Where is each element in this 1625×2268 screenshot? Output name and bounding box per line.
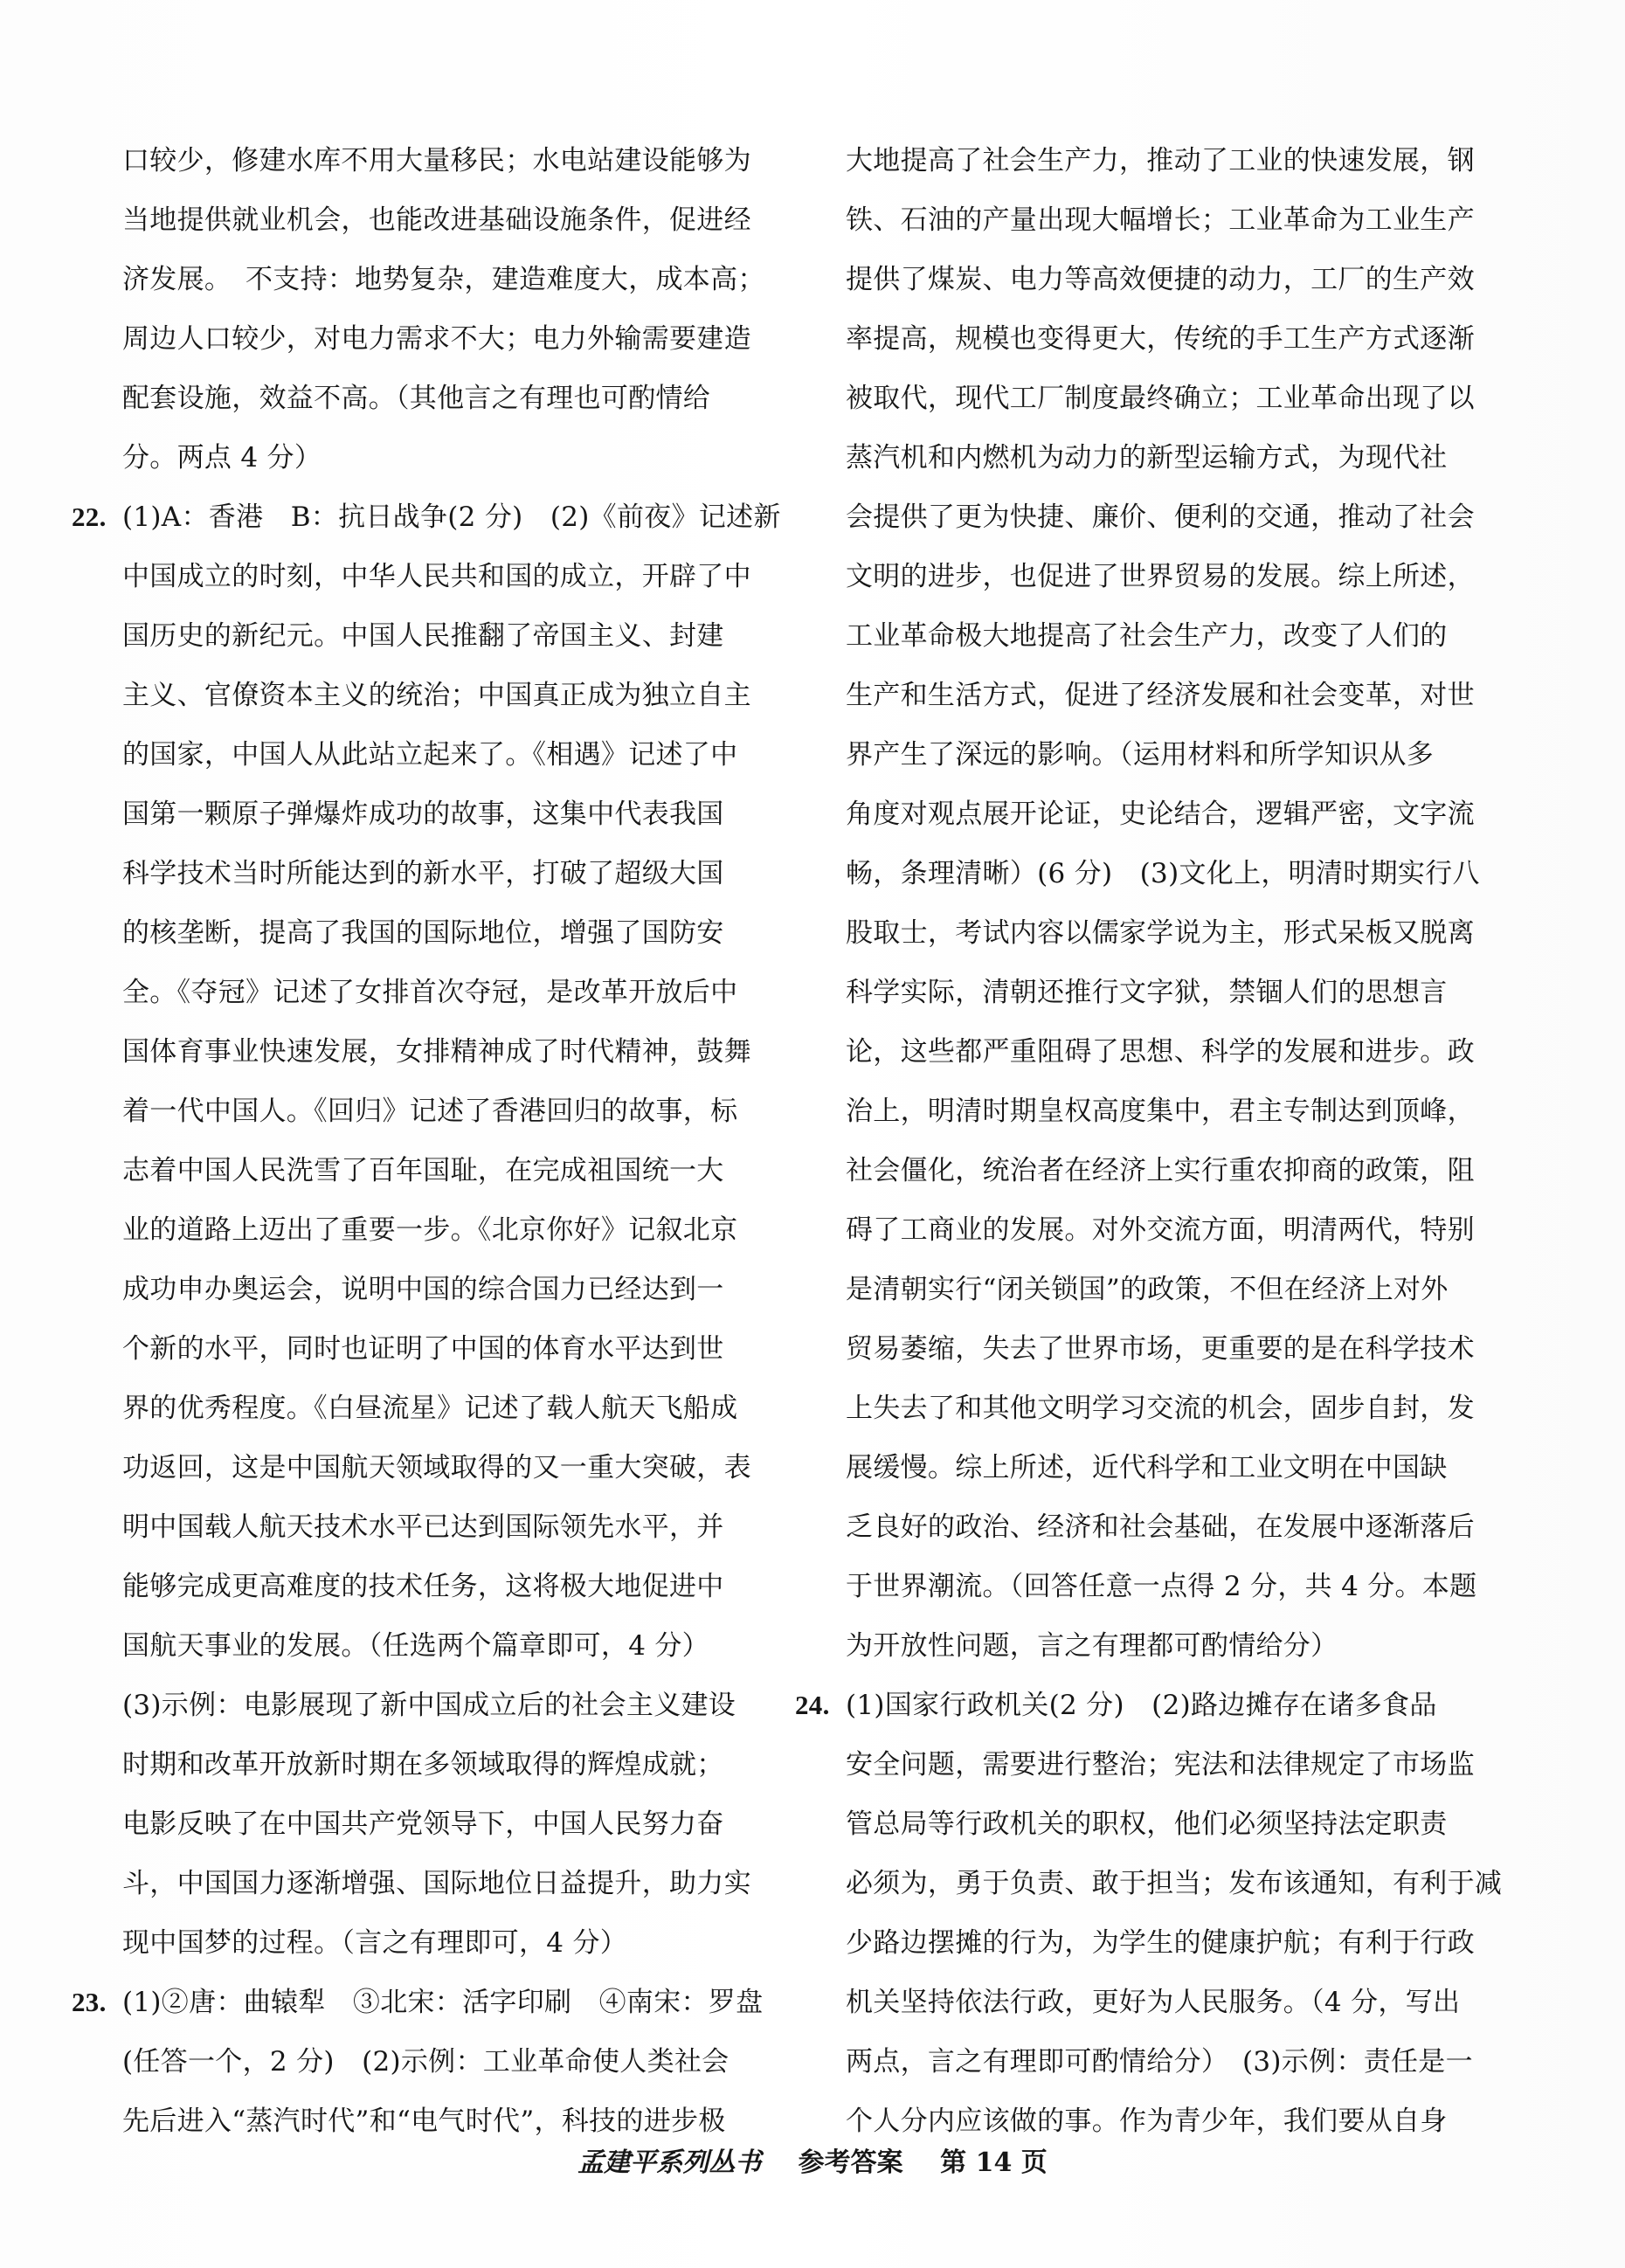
question-number: 24. [795,1690,830,1720]
text-line [122,369,786,428]
line-text: 成功申办奥运会，说明中国的综合国力已经达到一 [122,1274,724,1305]
text-line [846,1438,1510,1497]
line-text: (任答一个，2 分) (2)示例：工业革命使人类社会 [122,2046,730,2078]
line-text: 界的优秀程度。《白昼流星》记述了载人航天飞船成 [122,1393,738,1424]
line-text: 上失去了和其他文明学习交流的机会，固步自封，发 [846,1393,1475,1424]
line-text: 业的道路上迈出了重要一步。《北京你好》记叙北京 [122,1214,738,1246]
text-line [846,1557,1510,1616]
text-line [122,428,786,487]
text-line [122,1022,786,1082]
line-text: 电影反映了在中国共产党领导下，中国人民努力奋 [122,1808,724,1840]
text-line [846,131,1510,190]
line-text: 着一代中国人。《回归》记述了香港回归的故事，标 [122,1096,738,1127]
line-text: (3)示例：电影展现了新中国成立后的社会主义建设 [122,1690,736,1721]
text-line [846,487,1510,547]
text-line [122,131,786,190]
text-line [122,1557,786,1616]
line-text: 文明的进步，也促进了世界贸易的发展。综上所述， [846,561,1475,592]
text-line [122,547,786,606]
text-line [122,1200,786,1260]
text-line [846,606,1510,666]
line-text: 国历史的新纪元。中国人民推翻了帝国主义、封建 [122,620,724,652]
text-line [846,250,1510,309]
text-line [122,1497,786,1557]
text-line [122,1616,786,1676]
line-text: 科学实际，清朝还推行文字狱，禁锢人们的思想言 [846,977,1448,1008]
line-text: 股取士，考试内容以儒家学说为主，形式呆板又脱离 [846,917,1475,949]
text-line [122,2032,786,2092]
line-text: 必须为，勇于负责、敢于担当；发布该通知，有利于减 [846,1868,1503,1899]
series-name: 孟建平系列丛书 [577,2147,762,2178]
text-line [846,1616,1510,1676]
text-line [846,2032,1510,2092]
question-number: 23. [72,1987,107,2017]
line-text: 社会僵化，统治者在经济上实行重农抑商的政策，阻 [846,1155,1475,1186]
text-line [846,1973,1510,2032]
line-text: 功返回，这是中国航天领域取得的又一重大突破，表 [122,1452,751,1483]
line-text: 当地提供就业机会，也能改进基础设施条件，促进经 [122,204,751,236]
footer-label: 参考答案 [798,2147,903,2178]
line-text: 科学技术当时所能达到的新水平，打破了超级大国 [122,858,724,889]
text-line [846,666,1510,725]
line-text: 先后进入“蒸汽时代”和“电气时代”，科技的进步极 [122,2106,726,2137]
text-line [122,903,786,963]
text-line [846,369,1510,428]
text-line [846,963,1510,1022]
text-line [846,1022,1510,1082]
text-line [122,1141,786,1200]
line-text: 角度对观点展开论证，史论结合，逻辑严密，文字流 [846,799,1475,830]
text-line [846,1260,1510,1319]
line-text: 明中国载人航天技术水平已达到国际领先水平，并 [122,1511,724,1543]
text-line [846,1141,1510,1200]
line-text: 安全问题，需要进行整治；宪法和法律规定了市场监 [846,1749,1475,1781]
line-text: 蒸汽机和内燃机为动力的新型运输方式，为现代社 [846,442,1448,474]
line-text: 贸易萎缩，失去了世界市场，更重要的是在科学技术 [846,1333,1475,1365]
line-text: 个新的水平，同时也证明了中国的体育水平达到世 [122,1333,724,1365]
line-text: 现中国梦的过程。（言之有理即可，4 分） [122,1927,628,1959]
line-text: 国体育事业快速发展，女排精神成了时代精神，鼓舞 [122,1036,751,1068]
line-text: 畅，条理清晰）(6 分) (3)文化上，明清时期实行八 [846,858,1480,889]
text-line [846,190,1510,250]
text-line [846,1379,1510,1438]
line-text: 的国家，中国人从此站立起来了。《相遇》记述了中 [122,739,738,771]
line-text: 生产和生活方式，促进了经济发展和社会变革，对世 [846,680,1475,711]
page-footer [0,2140,1625,2179]
line-text: 治上，明清时期皇权高度集中，君主专制达到顶峰， [846,1096,1475,1127]
line-text: 管总局等行政机关的职权，他们必须坚持法定职责 [846,1808,1448,1840]
line-text: 中国成立的时刻，中华人民共和国的成立，开辟了中 [122,561,751,592]
text-line [846,1082,1510,1141]
text-line [846,428,1510,487]
line-text: 乏良好的政治、经济和社会基础，在发展中逐渐落后 [846,1511,1475,1543]
line-text: 会提供了更为快捷、廉价、便利的交通，推动了社会 [846,501,1475,533]
text-line [846,547,1510,606]
text-line [122,1082,786,1141]
line-text: 全。《夺冠》记述了女排首次夺冠，是改革开放后中 [122,977,738,1008]
text-line [846,309,1510,369]
text-line [122,785,786,844]
line-text: 为开放性问题，言之有理都可酌情给分） [846,1630,1338,1662]
line-text: 铁、石油的产量出现大幅增长；工业革命为工业生产 [846,204,1475,236]
text-line [846,1735,1510,1794]
line-text: (1)国家行政机关(2 分) (2)路边摊存在诸多食品 [846,1690,1437,1721]
text-line [72,1973,786,2032]
line-text: 分。两点 4 分） [122,442,322,474]
line-text: 工业革命极大地提高了社会生产力，改变了人们的 [846,620,1448,652]
text-line [846,1794,1510,1854]
line-text: 配套设施，效益不高。（其他言之有理也可酌情给 [122,383,711,414]
text-line [122,309,786,369]
line-text: 于世界潮流。（回答任意一点得 2 分，共 4 分。本题 [846,1571,1477,1602]
text-line [846,1497,1510,1557]
text-line [122,1676,786,1735]
line-text: 大地提高了社会生产力，推动了工业的快速发展，钢 [846,145,1475,176]
text-line [122,250,786,309]
line-text: 时期和改革开放新时期在多领域取得的辉煌成就； [122,1749,724,1781]
line-text: 率提高，规模也变得更大，传统的手工生产方式逐渐 [846,323,1475,355]
page-number: 第 14 页 [940,2147,1048,2178]
line-text: (1)A：香港 B：抗日战争(2 分) (2)《前夜》记述新 [122,501,781,533]
text-line [122,1794,786,1854]
line-text: 志着中国人民洗雪了百年国耻，在完成祖国统一大 [122,1155,724,1186]
line-text: (1)②唐：曲辕犁 ③北宋：活字印刷 ④南宋：罗盘 [122,1987,764,2018]
line-text: 机关坚持依法行政，更好为人民服务。（4 分，写出 [846,1987,1461,2018]
text-line [122,1854,786,1913]
text-line [795,1676,1510,1735]
text-line [846,1913,1510,1973]
text-line [122,666,786,725]
text-line [846,1854,1510,1913]
line-text: 口较少，修建水库不用大量移民；水电站建设能够为 [122,145,751,176]
text-line [846,903,1510,963]
line-text: 国航天事业的发展。（任选两个篇章即可，4 分） [122,1630,709,1662]
text-line [122,963,786,1022]
line-text: 碍了工商业的发展。对外交流方面，明清两代，特别 [846,1214,1475,1246]
text-line [122,1438,786,1497]
right-column [795,131,1510,2151]
line-text: 少路边摆摊的行为，为学生的健康护航；有利于行政 [846,1927,1475,1959]
text-line [122,1735,786,1794]
line-text: 斗，中国国力逐渐增强、国际地位日益提升，助力实 [122,1868,751,1899]
line-text: 周边人口较少，对电力需求不大；电力外输需要建造 [122,323,751,355]
text-line [846,725,1510,785]
text-line [122,1260,786,1319]
text-line [846,844,1510,903]
text-line [122,1913,786,1973]
text-line [846,1319,1510,1379]
line-text: 的核垄断，提高了我国的国际地位，增强了国防安 [122,917,724,949]
text-line [122,725,786,785]
text-line [122,1319,786,1379]
line-text: 国第一颗原子弹爆炸成功的故事，这集中代表我国 [122,799,724,830]
left-column [72,131,786,2151]
line-text: 是清朝实行“闭关锁国”的政策，不但在经济上对外 [846,1274,1449,1305]
line-text: 能够完成更高难度的技术任务，这将极大地促进中 [122,1571,724,1602]
line-text: 界产生了深远的影响。（运用材料和所学知识从多 [846,739,1435,771]
line-text: 提供了煤炭、电力等高效便捷的动力，工厂的生产效 [846,264,1475,295]
text-line [122,844,786,903]
line-text: 论，这些都严重阻碍了思想、科学的发展和进步。政 [846,1036,1475,1068]
line-text: 济发展。 不支持：地势复杂，建造难度大，成本高； [122,264,765,295]
text-line [122,606,786,666]
line-text: 主义、官僚资本主义的统治；中国真正成为独立自主 [122,680,751,711]
text-line [846,1200,1510,1260]
text-line [122,190,786,250]
text-line [846,785,1510,844]
text-line [72,487,786,547]
line-text: 个人分内应该做的事。作为青少年，我们要从自身 [846,2106,1448,2137]
line-text: 展缓慢。综上所述，近代科学和工业文明在中国缺 [846,1452,1448,1483]
line-text: 被取代，现代工厂制度最终确立；工业革命出现了以 [846,383,1475,414]
text-line [122,1379,786,1438]
question-number: 22. [72,501,107,532]
line-text: 两点，言之有理即可酌情给分） (3)示例：责任是一 [846,2046,1473,2078]
